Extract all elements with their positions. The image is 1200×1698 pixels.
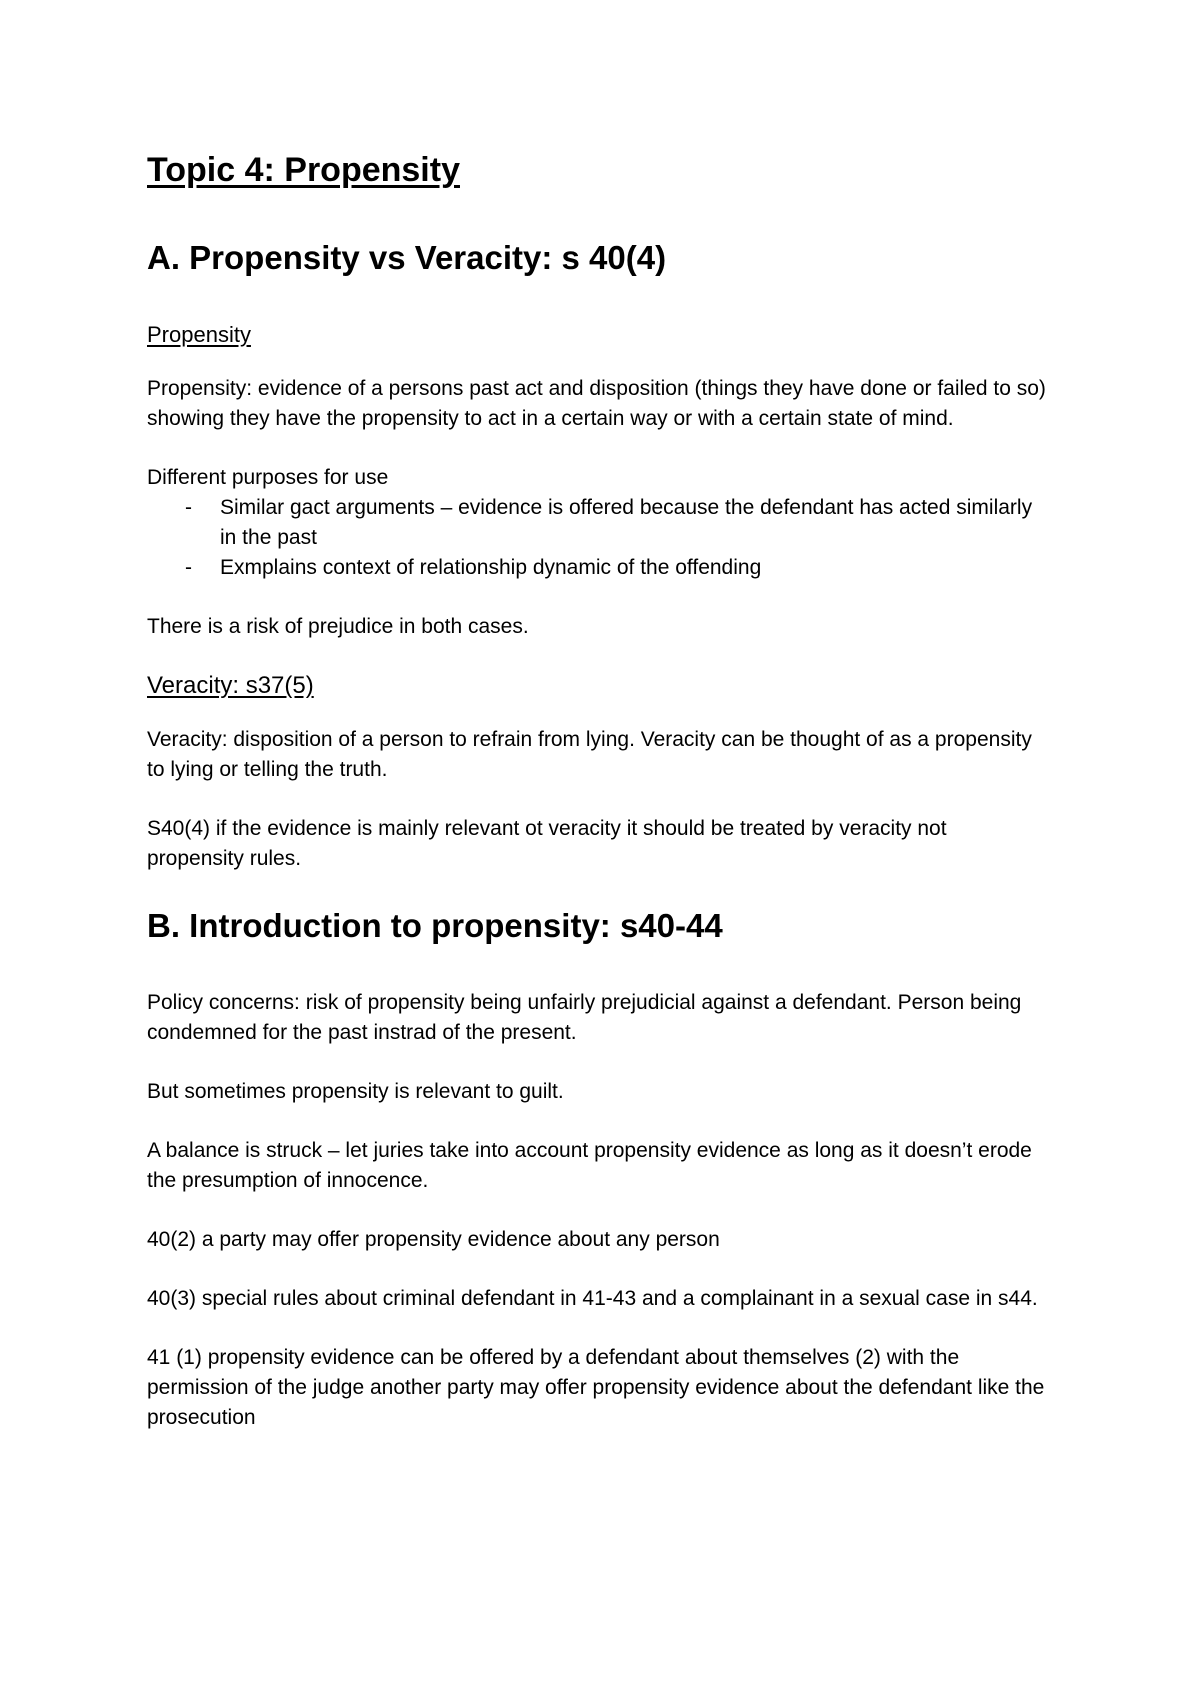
section-a-heading: A. Propensity vs Veracity: s 40(4) (147, 239, 667, 276)
list-item (147, 553, 1047, 583)
risk-statement: There is a risk of prejudice in both cases. (147, 615, 529, 638)
propensity-subheading: Propensity (147, 322, 251, 347)
purposes-lead: Different purposes for use (147, 466, 389, 489)
section-b-heading: B. Introduction to propensity: s40-44 (147, 907, 723, 944)
s40-2-paragraph: 40(2) a party may offer propensity evidence about any person (147, 1228, 720, 1251)
balance-paragraph: A balance is struck – let juries take into account propensity evidence as long as it doesn’t erode the presumption of innocence. (147, 1139, 1032, 1192)
s40-4-paragraph: S40(4) if the evidence is mainly relevant ot veracity it should be treated by veracity not propensity rules. (147, 817, 947, 870)
document-title: Topic 4: Propensity (147, 151, 460, 189)
propensity-definition: Propensity: evidence of a persons past act and disposition (things they have done or failed to so) showing they have the propensity to act in a certain way or with a certain state of mind. (147, 377, 1046, 430)
list-item (147, 493, 1047, 553)
relevance-paragraph: But sometimes propensity is relevant to guilt. (147, 1080, 564, 1103)
s41-paragraph: 41 (1) propensity evidence can be offered by a defendant about themselves (2) with the permission of the judge another party may offer propensity evidence about the defendant like the prosecution (147, 1346, 1045, 1429)
veracity-subheading: Veracity: s37(5) (147, 672, 314, 699)
dash-bullet: - (185, 496, 192, 519)
veracity-definition: Veracity: disposition of a person to refrain from lying. Veracity can be thought of as a propensity to lying or telling the truth. (147, 728, 1032, 781)
policy-paragraph: Policy concerns: risk of propensity being unfairly prejudicial against a defendant. Person being condemned for the past instrad of the present. (147, 991, 1022, 1044)
s40-3-paragraph: 40(3) special rules about criminal defendant in 41-43 and a complainant in a sexual case in s44. (147, 1287, 1038, 1310)
list-item-text: Exmplains context of relationship dynamic of the offending (220, 556, 762, 579)
purposes-list (147, 493, 1047, 583)
dash-bullet: - (185, 556, 192, 579)
list-item-text: Similar gact arguments – evidence is offered because the defendant has acted similarly in the past (220, 496, 1033, 549)
document-page (147, 150, 1047, 1462)
